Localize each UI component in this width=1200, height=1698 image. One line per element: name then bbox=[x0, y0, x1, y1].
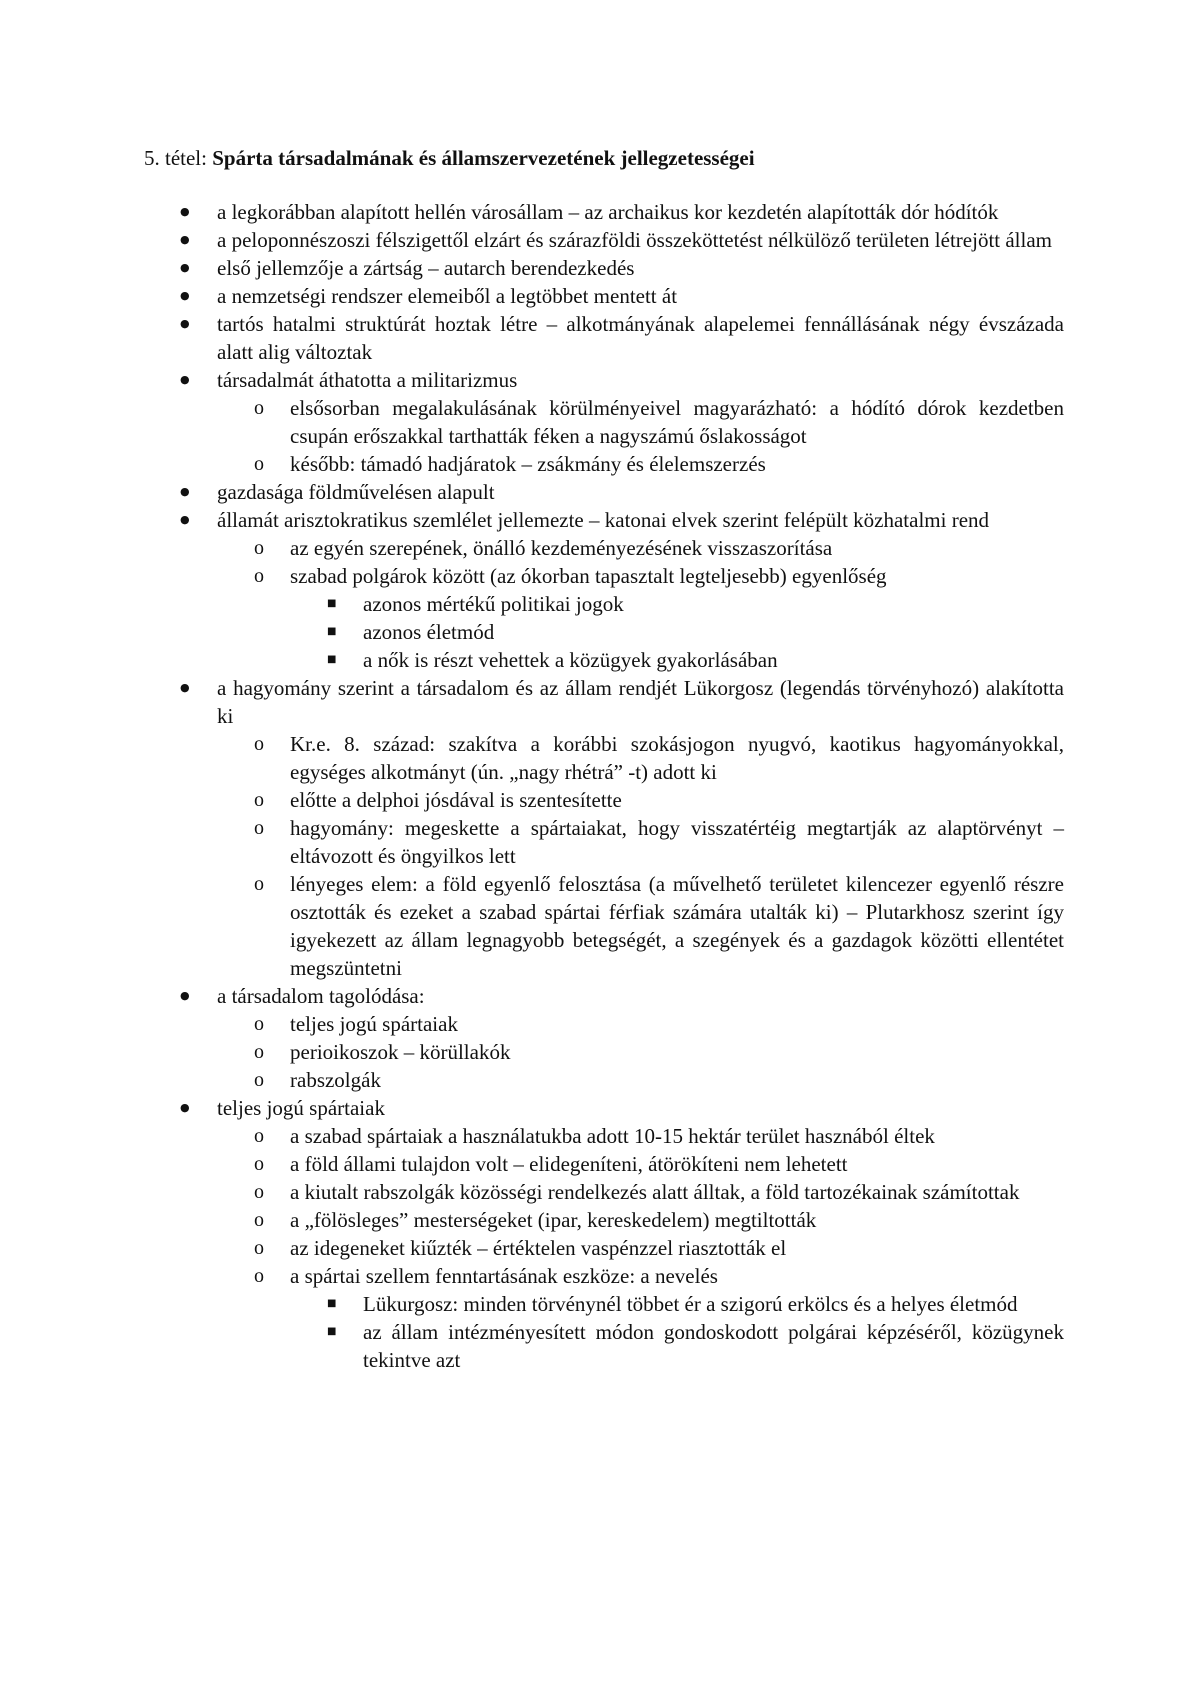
sub-sub-bullet-item bbox=[144, 618, 1064, 646]
sub-sub-bullet-item bbox=[144, 646, 1064, 674]
item-text: lényeges elem: a föld egyenlő felosztása (a művelhető területet kilencezer egyenlő részre osztották és ezeket a szabad spártai férfiak számára utalták ki) – Plutarkhosz szerint így igyekezett az állam legnagyobb betegségét, a szegények és a gazdagok közötti ellentétet megszüntetni bbox=[290, 872, 1064, 980]
sub-list bbox=[217, 394, 1064, 478]
sub-bullet-item bbox=[144, 1010, 1064, 1038]
item-text: államát arisztokratikus szemlélet jellemezte – katonai elvek szerint felépült közhatalmi rend bbox=[217, 508, 990, 532]
sub-bullet-item bbox=[144, 814, 1064, 870]
sub-bullet-item bbox=[144, 1178, 1064, 1206]
sub-bullet-item bbox=[144, 1262, 1064, 1374]
bullet-item bbox=[144, 1094, 1064, 1374]
item-text: perioikoszok – körüllakók bbox=[290, 1040, 511, 1064]
bullet-item bbox=[144, 366, 1064, 478]
sub-list bbox=[217, 534, 1064, 674]
title-prefix: 5. tétel: bbox=[144, 146, 213, 170]
item-text: az egyén szerepének, önálló kezdeményezésének visszaszorítása bbox=[290, 536, 833, 560]
item-text: a társadalom tagolódása: bbox=[217, 984, 425, 1008]
item-text: a „fölösleges” mesterségeket (ipar, kereskedelem) megtiltották bbox=[290, 1208, 817, 1232]
item-text: Kr.e. 8. század: szakítva a korábbi szokásjogon nyugvó, kaotikus hagyományokkal, egységes alkotmányt (ún. „nagy rhétrá” -t) adott ki bbox=[290, 732, 1064, 784]
item-text: azonos mértékű politikai jogok bbox=[363, 592, 624, 616]
sub-sub-list bbox=[290, 1290, 1064, 1374]
item-text: Lükurgosz: minden törvénynél többet ér a szigorú erkölcs és a helyes életmód bbox=[363, 1292, 1018, 1316]
item-text: szabad polgárok között (az ókorban tapasztalt legteljesebb) egyenlőség bbox=[290, 564, 887, 588]
bullet-item bbox=[144, 506, 1064, 674]
bullet-item bbox=[144, 282, 1064, 310]
sub-bullet-item bbox=[144, 786, 1064, 814]
sub-list bbox=[217, 1122, 1064, 1374]
item-text: a spártai szellem fenntartásának eszköze: a nevelés bbox=[290, 1264, 718, 1288]
item-text: első jellemzője a zártság – autarch berendezkedés bbox=[217, 256, 635, 280]
sub-bullet-item bbox=[144, 1206, 1064, 1234]
page-title bbox=[144, 144, 1064, 172]
item-text: a kiutalt rabszolgák közösségi rendelkezés alatt álltak, a föld tartozékainak számítottak bbox=[290, 1180, 1020, 1204]
bullet-item bbox=[144, 226, 1064, 254]
item-text: a nemzetségi rendszer elemeiből a legtöbbet mentett át bbox=[217, 284, 678, 308]
item-text: elsősorban megalakulásának körülményeivel magyarázható: a hódító dórok kezdetben csupán erőszakkal tarthatták féken a nagyszámú őslakosságot bbox=[290, 396, 1064, 448]
item-text: az idegeneket kiűzték – értéktelen vaspénzzel riasztották el bbox=[290, 1236, 787, 1260]
bullet-item bbox=[144, 982, 1064, 1094]
item-text: előtte a delphoi jósdával is szentesítette bbox=[290, 788, 622, 812]
sub-bullet-item bbox=[144, 450, 1064, 478]
item-text: hagyomány: megeskette a spártaiakat, hogy visszatértéig megtartják az alaptörvényt – eltávozott és öngyilkos lett bbox=[290, 816, 1064, 868]
item-text: gazdasága földművelésen alapult bbox=[217, 480, 495, 504]
sub-sub-bullet-item bbox=[144, 1290, 1064, 1318]
sub-bullet-item bbox=[144, 534, 1064, 562]
item-text: rabszolgák bbox=[290, 1068, 381, 1092]
bullet-item bbox=[144, 198, 1064, 226]
item-text: a peloponnészoszi félszigettől elzárt és szárazföldi összeköttetést nélkülöző területen létrejött állam bbox=[217, 228, 1053, 252]
item-text: teljes jogú spártaiak bbox=[290, 1012, 458, 1036]
sub-sub-list bbox=[290, 590, 1064, 674]
bullet-item bbox=[144, 478, 1064, 506]
item-text: azonos életmód bbox=[363, 620, 495, 644]
sub-bullet-item bbox=[144, 1150, 1064, 1178]
sub-bullet-item bbox=[144, 394, 1064, 450]
item-text: a föld állami tulajdon volt – elidegeníteni, átörökíteni nem lehetett bbox=[290, 1152, 848, 1176]
sub-bullet-item bbox=[144, 1122, 1064, 1150]
bullet-item bbox=[144, 674, 1064, 982]
item-text: a hagyomány szerint a társadalom és az állam rendjét Lükorgosz (legendás törvényhozó) alakította ki bbox=[217, 676, 1064, 728]
item-text: a szabad spártaiak a használatukba adott 10-15 hektár terület hasznából éltek bbox=[290, 1124, 935, 1148]
item-text: az állam intézményesített módon gondoskodott polgárai képzéséről, közügynek tekintve azt bbox=[363, 1320, 1064, 1372]
sub-bullet-item bbox=[144, 1066, 1064, 1094]
sub-bullet-item bbox=[144, 730, 1064, 786]
outline-list bbox=[144, 198, 1064, 1374]
bullet-item bbox=[144, 254, 1064, 282]
sub-bullet-item bbox=[144, 1038, 1064, 1066]
sub-list bbox=[217, 1010, 1064, 1094]
item-text: tartós hatalmi struktúrát hoztak létre – alkotmányának alapelemei fennállásának négy évszázada alatt alig változtak bbox=[217, 312, 1064, 364]
item-text: később: támadó hadjáratok – zsákmány és élelemszerzés bbox=[290, 452, 766, 476]
title-topic: Spárta társadalmának és államszervezetének jellegzetességei bbox=[212, 146, 755, 170]
item-text: a legkorábban alapított hellén városállam – az archaikus kor kezdetén alapították dór hódítók bbox=[217, 200, 999, 224]
sub-sub-bullet-item bbox=[144, 590, 1064, 618]
bullet-item bbox=[144, 310, 1064, 366]
sub-sub-bullet-item bbox=[144, 1318, 1064, 1374]
item-text: a nők is részt vehettek a közügyek gyakorlásában bbox=[363, 648, 778, 672]
sub-bullet-item bbox=[144, 870, 1064, 982]
sub-bullet-item bbox=[144, 562, 1064, 674]
sub-bullet-item bbox=[144, 1234, 1064, 1262]
sub-list bbox=[217, 730, 1064, 982]
item-text: teljes jogú spártaiak bbox=[217, 1096, 385, 1120]
item-text: társadalmát áthatotta a militarizmus bbox=[217, 368, 518, 392]
